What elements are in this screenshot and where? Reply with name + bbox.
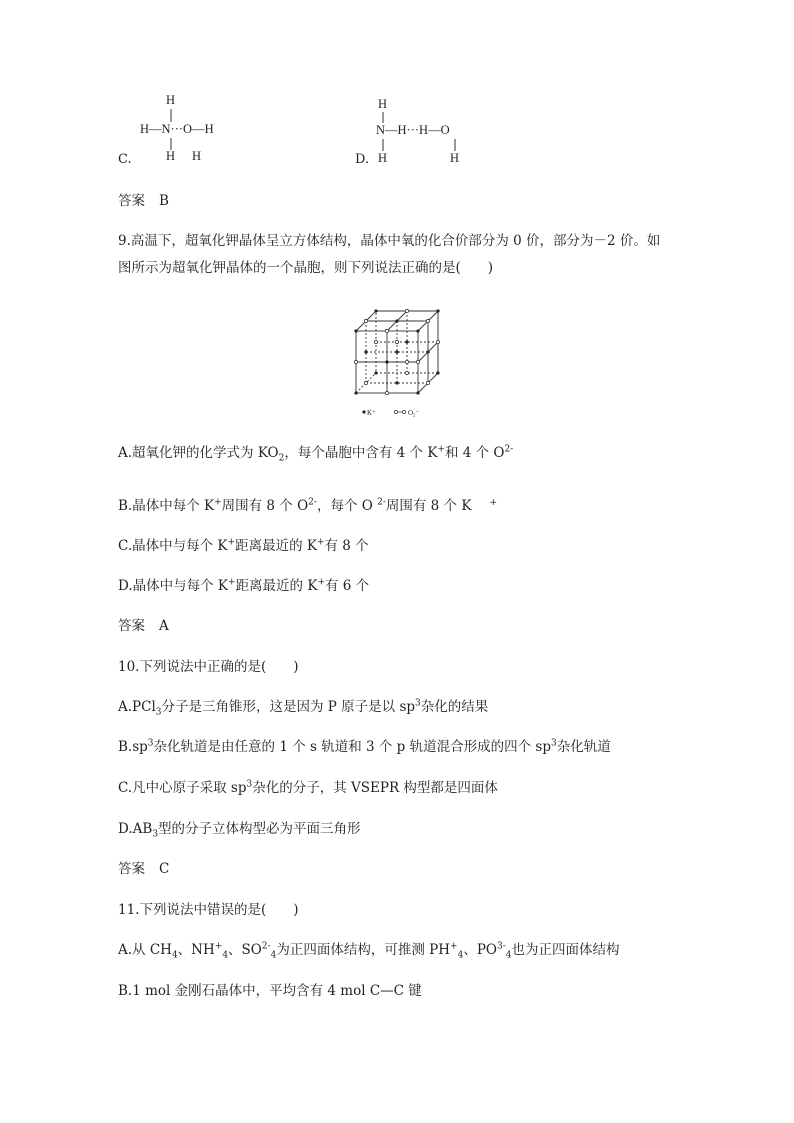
c-formula-row: H—N···O—H [140, 122, 214, 136]
option-d-label: D. [355, 152, 370, 167]
q10-option-a: A.PCl$_3$分子是三角锥形，这是因为 P 原子是以 $sp^3$杂化的结果 [118, 698, 489, 718]
q9-option-c: C.晶体中与每个 K+距离最近的 K+有 8 个 [118, 537, 369, 554]
answer-label: 答案 [118, 861, 145, 877]
q9-option-b: B.晶体中每个 K+周围有 8 个 $O^{2-}$，每个 O $^{2-}$周围有 8 个 K + [118, 497, 497, 514]
q10-answer [118, 860, 169, 878]
q10-option-c: C.凡中心原子采取 $sp^3$杂化的分子，其 VSEPR 构型都是四面体 [118, 779, 498, 796]
answer-value: B [159, 193, 169, 209]
c-bond-lines [140, 93, 260, 163]
q9-option-a: A.超氧化钾的化学式为 $KO_2$，每个晶胞中含有 4 个 K+和 4 个 $O^{2-}$ [118, 444, 514, 464]
d-bond-lines [376, 93, 496, 163]
q9-answer [118, 617, 169, 635]
option-c-formula [140, 93, 260, 163]
q11-stem: 11.下列说法中错误的是( ) [118, 902, 299, 918]
answer-value: C [159, 861, 170, 877]
q10-stem: 10.下列说法中正确的是( ) [118, 659, 299, 675]
q9-stem-line2: 图所示为超氧化钾晶体的一个晶胞，则下列说法正确的是( ) [118, 260, 494, 276]
q8-answer [118, 192, 169, 210]
q9-option-d: D.晶体中与每个 K+距离最近的 K+有 6 个 [118, 577, 370, 594]
q10-option-d: $D.AB_3$型的分子立体构型必为平面三角形 [118, 821, 361, 840]
answer-label: 答案 [118, 618, 145, 634]
legend-k: K⁺ [367, 409, 376, 417]
crystal-cell-figure [350, 305, 450, 420]
option-c-label: C. [118, 152, 132, 167]
option-d-formula [376, 93, 496, 163]
c-h-top: H [166, 93, 176, 107]
q11-option-b: B.1 mol 金刚石晶体中，平均含有 4 mol C—C 键 [118, 983, 422, 999]
answer-label: 答案 [118, 193, 145, 209]
d-formula-row: N—H···H—O [376, 123, 450, 137]
q9-stem-line1: 9.高温下，超氧化钾晶体呈立方体结构，晶体中氧的化合价部分为 0 价，部分为－2 价。如 [118, 233, 661, 249]
answer-value: A [159, 618, 169, 634]
d-h-n-bottom: H [378, 151, 388, 165]
q10-option-b: $B.sp^3$杂化轨道是由任意的 1 个 s 轨道和 3 个 p 轨道混合形成的四个 $sp^3$杂化轨道 [118, 738, 611, 755]
legend-o: O₂⁻ [408, 409, 420, 417]
c-h-n-bottom: H [166, 149, 176, 163]
d-h-top: H [378, 97, 388, 111]
d-h-o-bottom: H [450, 151, 460, 165]
q11-option-a: A.从 $CH_4$、$NH^+_4$、$SO^{2-}_4$为正四面体结构，可推测 $PH^+_4$、$PO^{3-}_4$也为正四面体结构 [118, 941, 620, 961]
c-h-o-bottom: H [192, 149, 202, 163]
